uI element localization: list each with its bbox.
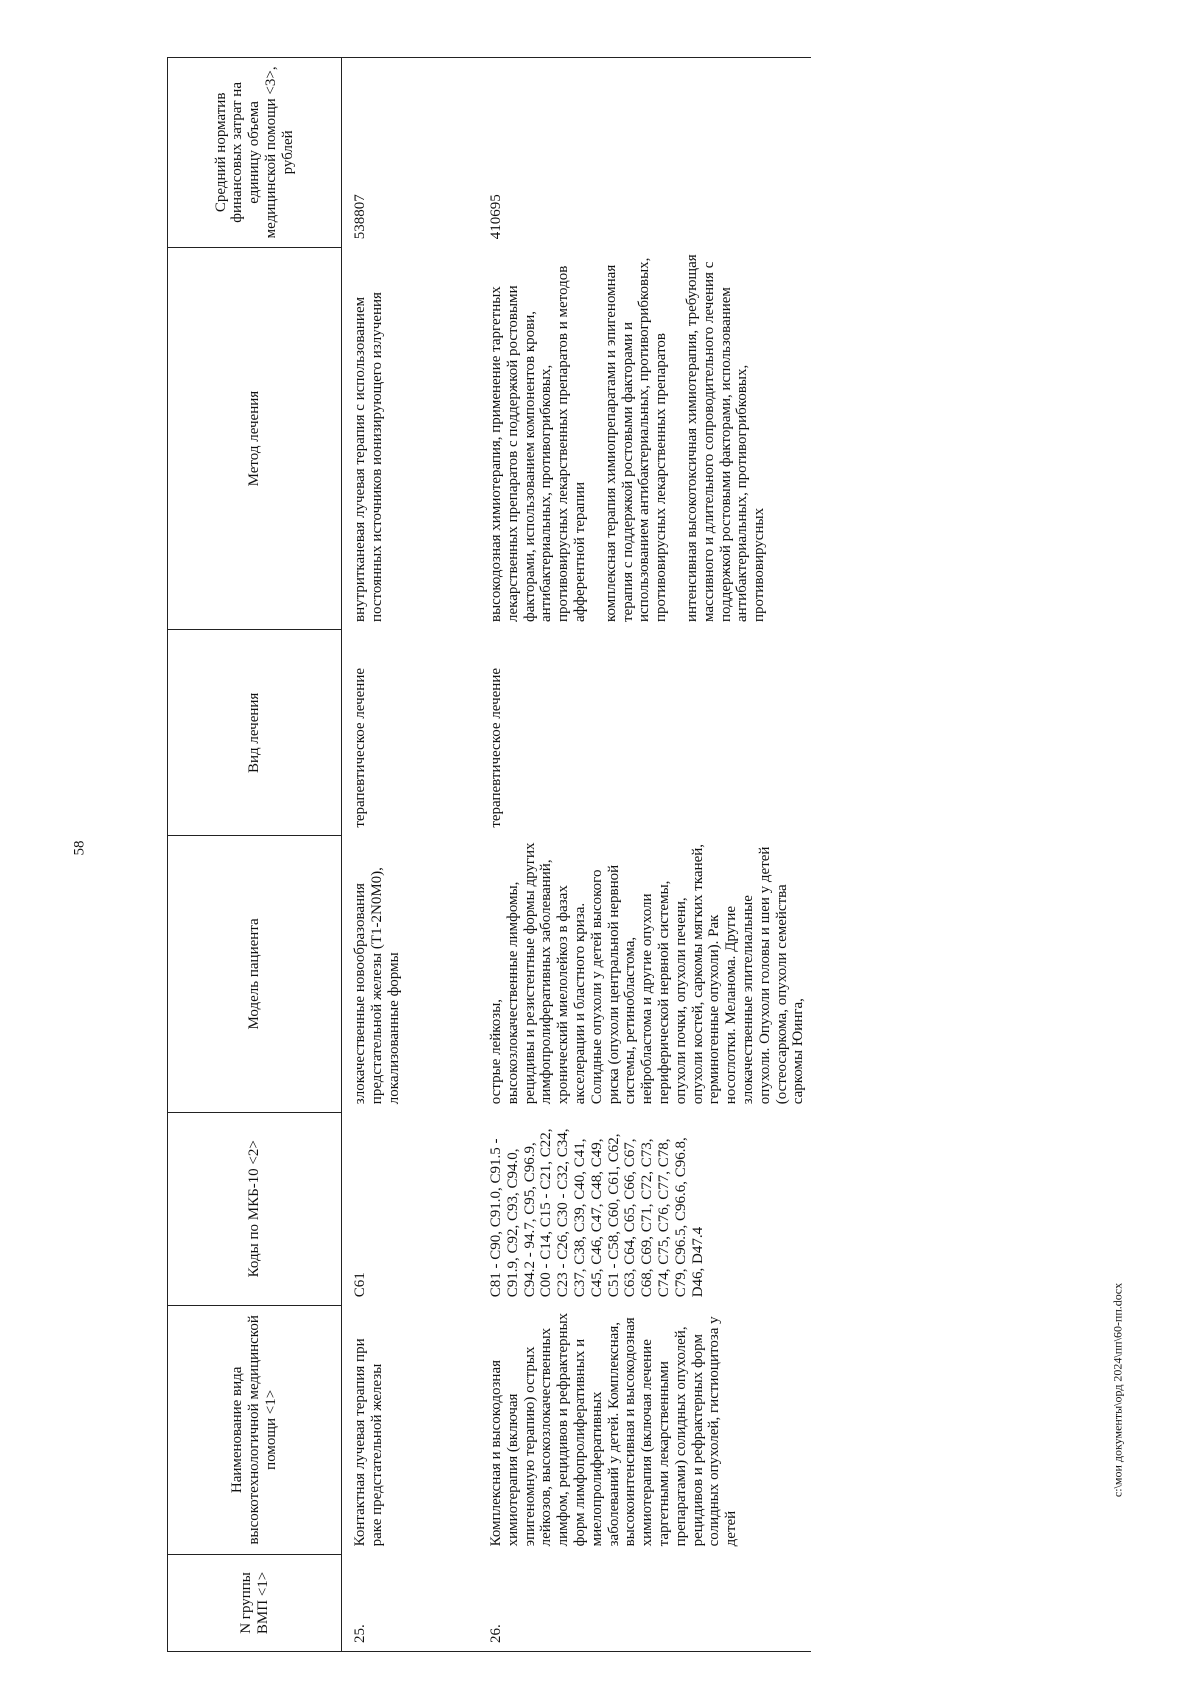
cell-type: терапевтическое лечение [488,667,504,828]
cell-cost: 410695 [476,58,811,248]
header-method: Метод лечения [168,247,342,630]
cell-type: терапевтическое лечение [352,667,368,828]
method-item: интенсивная высокотоксичная химиотерапия, требующая массивного и длительного сопроводительного лечения с поддержкой ростовыми факторами, использованием антибактериальных, противогрибковых, противовирусных [683,254,768,622]
table-row [342,58,477,1652]
cell-codes: C81 - C90, C91.0, C91.5 - C91.9, C92, C93, C94.0, C94.2 - 94.7, C95, C96.9, C00 - C14, C15 - C21, C22, C23 - C26, C30 - C32, C34, C37, C38, C39, C40, C41, C45, C46, C47, C48, C49, C51 - C58, C60, C61, C62, C63, C64, C65, C66, C67, C68, C69, C71, C72, C73, C74, C75, C76, C77, C78, C79, C96.5, C96.6, C96.8, D46, D47.4 [488,1128,706,1298]
header-cost: Средний норматив финансовых затрат на единицу объема медицинской помощи <3>, рублей [168,58,342,248]
cell-model: злокачественные новообразования предстательной железы (T1-2N0M0), локализованные формы [352,867,402,1105]
cell-method [342,247,477,630]
header-model: Модель пациента [168,836,342,1113]
cell-group: 26. [476,1554,811,1651]
table-row [476,58,811,1652]
cell-name: Контактная лучевая терапия при раке предстательной железы [352,1338,385,1547]
cell-method [476,247,811,630]
cell-cost: 538807 [342,58,477,248]
header-type: Вид лечения [168,630,342,836]
cell-codes: C61 [352,1272,368,1298]
method-item: внутритканевая лучевая терапия с использованием постоянных источников ионизирующего излучения [352,292,385,622]
page-number: 58 [71,840,88,856]
header-name: Наименование вида высокотехнологичной медицинской помощи <1> [168,1305,342,1554]
header-group: N группы ВМП <1> [168,1554,342,1651]
vmp-table [167,57,811,1652]
footer-file-path: c:\мои документы\орд 2024\пп\60-пп.docx [1110,1282,1125,1498]
cell-name: Комплексная и высокодозная химиотерапия (включая эпигеномную терапию) острых лейкозов, высокозлокачественных лимфом, рецидивов и рефрактерных форм лимфопролиферативных и миелопролиферативных заболеваний у детей. Комплексная, высокоинтенсивная и высокодозная химиотерапия (включая лечение таргетными лекарственными препаратами) солидных опухолей, рецидивов и рефрактерных форм солидных опухолей, гистиоцитоза у детей [488,1312,740,1547]
table-header-row [168,58,342,1652]
rotated-table-frame [167,57,1200,1652]
cell-model: острые лейкозы, высокозлокачественные лимфомы, рецидивы и резистентные формы других лимфопролиферативных заболеваний, хронический миелолейкоз в фазах акселерации и бластного криза. Солидные опухоли у детей высокого риска (опухоли центральной нервной системы, ретинобластома, нейробластома и другие опухоли периферической нервной системы, опухоли почки, опухоли печени, опухоли костей, саркомы мягких тканей, герминогенные опухоли). Рак носоглотки. Меланома. Другие злокачественные эпителиальные опухоли. Опухоли головы и шеи у детей (остеосаркома, опухоли семейства саркомы Юинга, [488,842,807,1105]
method-item: комплексная терапия химиопрепаратами и эпигеномная терапия с поддержкой ростовыми факторами и использованием антибактериальных, противогрибковых, противовирусных лекарственных препаратов [602,257,670,622]
header-codes: Коды по МКБ-10 <2> [168,1112,342,1305]
method-item: высокодозная химиотерапия, применение таргетных лекарственных препаратов с поддержкой ростовыми факторами, использованием компонентов крови, антибактериальных, противогрибковых, противовирусных лекарственных препаратов и методов афферентной терапии [488,265,588,622]
cell-group: 25. [342,1554,477,1651]
